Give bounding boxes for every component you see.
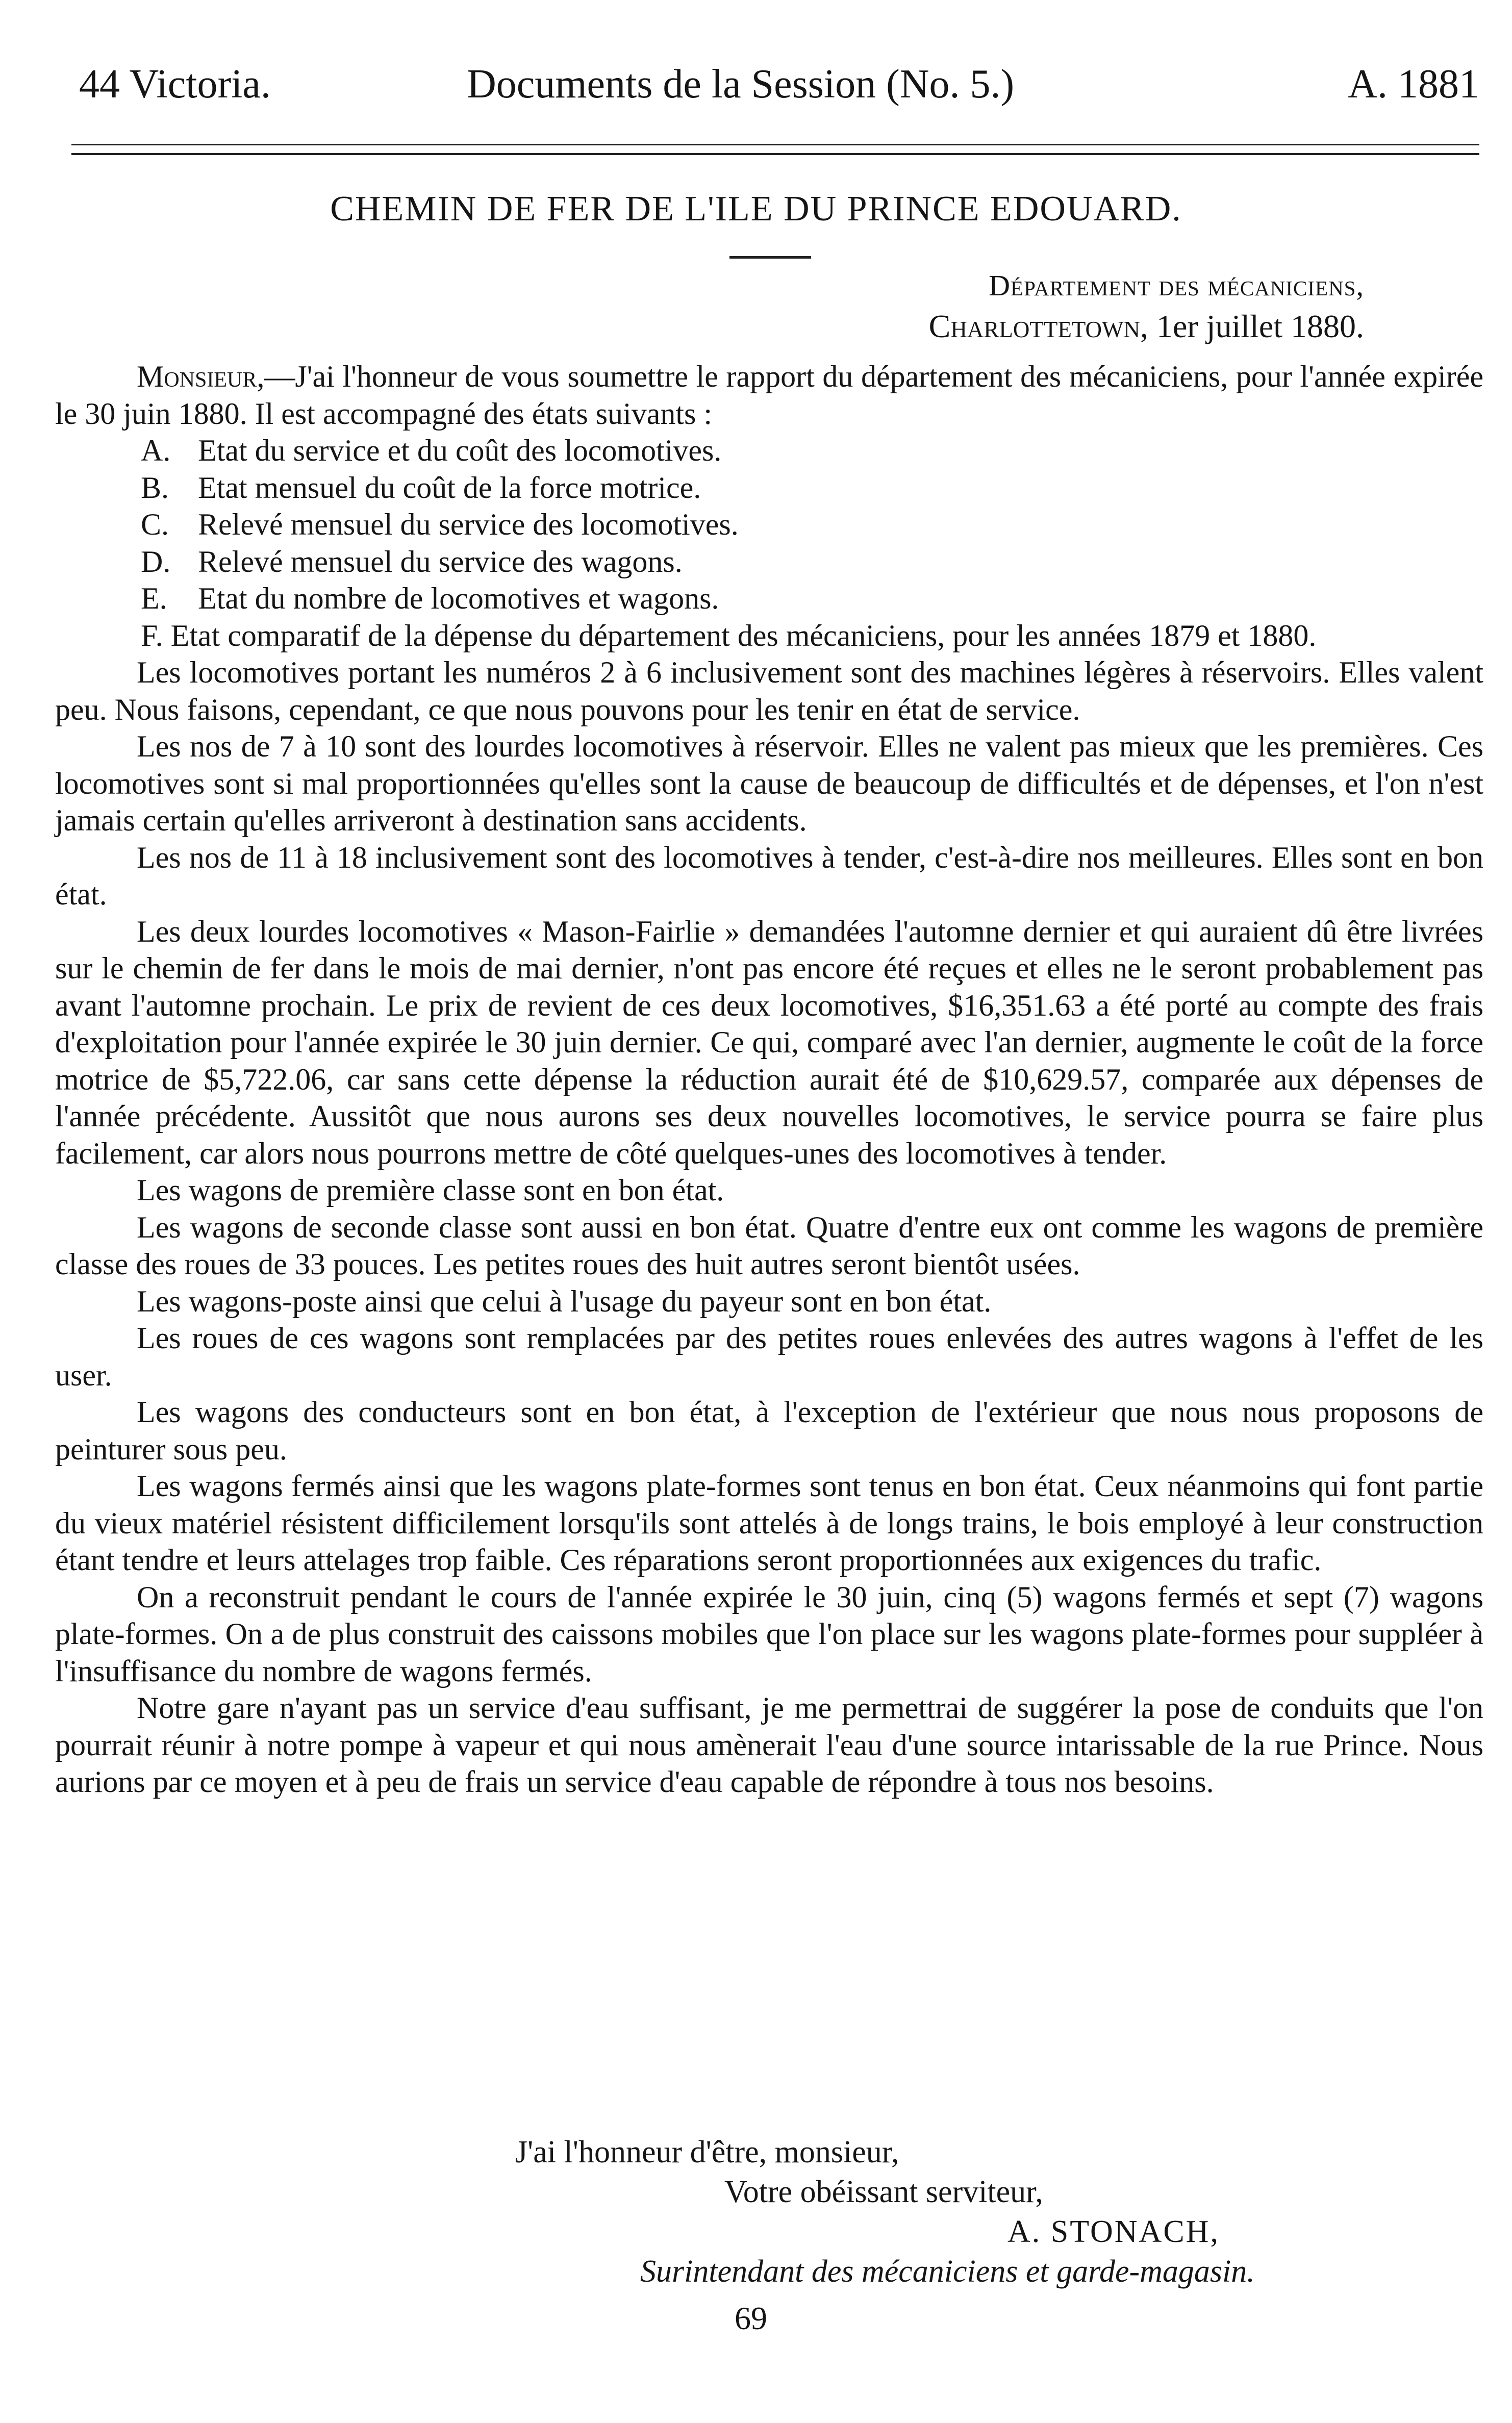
closing-servant: Votre obéissant serviteur, bbox=[724, 2175, 1043, 2209]
list-text: Relevé mensuel du service des wagons. bbox=[198, 544, 683, 578]
header-rule-top bbox=[71, 144, 1479, 145]
running-header bbox=[79, 56, 1479, 112]
list-item bbox=[55, 432, 1483, 469]
paragraph: Les wagons des conducteurs sont en bon état, à l'exception de l'extérieur que nous nous proposons de peinturer sous peu. bbox=[55, 1395, 1483, 1466]
statement-list bbox=[55, 432, 1483, 617]
header-session: Documents de la Session (No. 5.) bbox=[467, 62, 1015, 107]
place: Charlottetown, bbox=[928, 308, 1148, 344]
date: 1er juillet 1880. bbox=[1156, 308, 1364, 344]
list-key: F. bbox=[141, 618, 163, 652]
list-key: E. bbox=[141, 582, 167, 615]
list-key: A. bbox=[141, 434, 171, 467]
list-text: Etat comparatif de la dépense du département des mécaniciens, pour les années 1879 et 1880. bbox=[170, 618, 1317, 652]
paragraph: Les nos de 7 à 10 sont des lourdes locomotives à réservoir. Elles ne valent pas mieux que les premières. Ces locomotives sont si mal proportionnées qu'elles sont la cause de beaucoup de difficultés et de dépenses, et l'on n'est jamais certain qu'elles arriveront à destination sans accidents. bbox=[55, 729, 1483, 837]
paragraph: Les wagons-poste ainsi que celui à l'usage du payeur sont en bon état. bbox=[137, 1284, 992, 1318]
list-text: Relevé mensuel du service des locomotives. bbox=[198, 508, 739, 541]
closing-formula: J'ai l'honneur d'être, monsieur, bbox=[515, 2135, 899, 2169]
page-number: 69 bbox=[735, 2300, 767, 2336]
list-item bbox=[55, 506, 1483, 543]
paragraph: Les wagons de seconde classe sont aussi en bon état. Quatre d'entre eux ont comme les wagons de première classe des roues de 33 pouces. Les petites roues des huit autres seront bientôt usées. bbox=[55, 1210, 1483, 1281]
paragraph: Les nos de 11 à 18 inclusivement sont des locomotives à tender, c'est-à-dire nos meilleures. Elles sont en bon état. bbox=[55, 840, 1483, 911]
list-key: C. bbox=[141, 508, 169, 541]
list-text: Etat mensuel du coût de la force motrice. bbox=[198, 470, 701, 504]
paragraph: Les wagons fermés ainsi que les wagons plate-formes sont tenus en bon état. Ceux néanmoins qui font partie du vieux matériel résistent difficilement lorsqu'ils sont attelés à de longs trains, le bois employé à leur construction étant tendre et leurs attelages trop faible. Ces réparations seront proportionnées aux exigences du trafic. bbox=[55, 1469, 1483, 1577]
paragraph: On a reconstruit pendant le cours de l'année expirée le 30 juin, cinq (5) wagons fermés et sept (7) wagons plate-formes. On a de plus construit des caissons mobiles que l'on place sur les wagons plate-formes pour suppléer à l'insuffisance du nombre de wagons fermés. bbox=[55, 1580, 1483, 1688]
place-date-line bbox=[929, 306, 1364, 347]
paragraph: Les roues de ces wagons sont remplacées par des petites roues enlevées des autres wagons à l'effet de les user. bbox=[55, 1321, 1483, 1392]
department-line: Département des mécaniciens, bbox=[989, 269, 1364, 302]
list-item bbox=[55, 543, 1483, 580]
list-item bbox=[55, 469, 1483, 507]
paragraph: Les wagons de première classe sont en bon état. bbox=[137, 1173, 724, 1207]
list-text: Etat du service et du coût des locomotives. bbox=[198, 434, 722, 467]
header-year: A. 1881 bbox=[1348, 62, 1479, 107]
signature-name: A. STONACH, bbox=[1007, 2214, 1220, 2249]
list-text: Etat du nombre de locomotives et wagons. bbox=[198, 582, 719, 615]
header-volume: 44 Victoria. bbox=[79, 62, 271, 107]
paragraph: Les locomotives portant les numéros 2 à 6 inclusivement sont des machines légères à réservoirs. Elles valent peu. Nous faisons, cependant, ce que nous pouvons pour les tenir en état de service. bbox=[55, 655, 1483, 726]
signature-role: Surintendant des mécaniciens et garde-magasin. bbox=[640, 2254, 1255, 2289]
header-rule-bottom bbox=[71, 153, 1479, 155]
list-item bbox=[55, 617, 1483, 654]
letter-body bbox=[55, 358, 1483, 1801]
salutation: Monsieur, bbox=[137, 360, 265, 393]
intro-paragraph bbox=[55, 358, 1483, 432]
paragraph: Les deux lourdes locomotives « Mason-Fairlie » demandées l'automne dernier et qui auraient dû être livrées sur le chemin de fer dans le mois de mai dernier, n'ont pas encore été reçues et elles ne le seront probablement pas avant l'automne prochain. Le prix de revient de ces deux locomotives, $16,351.63 a été porté au compte des frais d'exploitation pour l'année expirée le 30 juin dernier. Ce qui, comparé avec l'an dernier, augmente le coût de la force motrice de $5,722.06, car sans cette dépense la réduction aurait été de $10,629.57, comparée aux dépenses de l'année précédente. Aussitôt que nous aurons ses deux nouvelles locomotives, le service pourra se faire plus facilement, car alors nous pourrons mettre de côté quelques-unes des locomotives à tender. bbox=[55, 914, 1483, 1170]
list-key: D. bbox=[141, 544, 171, 578]
list-item bbox=[55, 580, 1483, 617]
paragraph: Notre gare n'ayant pas un service d'eau suffisant, je me permettrai de suggérer la pose de conduits que l'on pourrait réunir à notre pompe à vapeur et qui nous amènerait l'eau d'une source intarissable de la rue Prince. Nous aurions par ce moyen et à peu de frais un service d'eau capable de répondre à tous nos besoins. bbox=[55, 1691, 1483, 1799]
document-title: CHEMIN DE FER DE L'ILE DU PRINCE EDOUARD. bbox=[330, 189, 1182, 229]
intro-text: —J'ai l'honneur de vous soumettre le rapport du département des mécaniciens, pour l'année expirée le 30 juin 1880. Il est accompagné des états suivants : bbox=[55, 360, 1483, 431]
title-divider bbox=[729, 256, 811, 259]
list-key: B. bbox=[141, 470, 169, 504]
